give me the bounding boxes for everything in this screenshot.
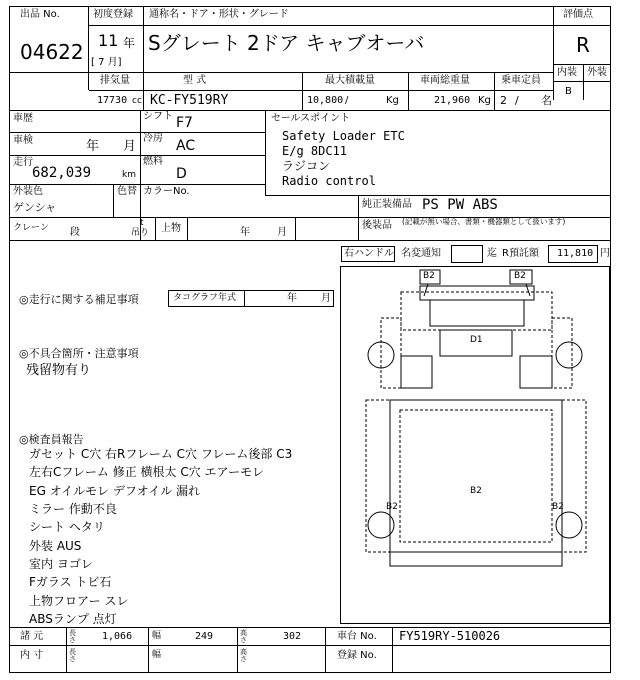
color-change-label: 色替	[117, 186, 137, 197]
grid-line	[265, 195, 611, 196]
grid-line	[88, 6, 89, 90]
grid-line	[494, 72, 495, 110]
grid-line	[113, 184, 114, 217]
factory-equipment-label: 純正装備品	[362, 199, 412, 210]
grid-line	[9, 110, 611, 111]
grid-line	[553, 6, 554, 100]
inspector-line: EG オイルモレ デフオイル 漏れ	[29, 484, 201, 498]
grid-line	[9, 132, 265, 133]
ac-label: 冷房	[143, 133, 163, 144]
grid-line	[9, 627, 611, 628]
factory-equipment-value: PS PW ABS	[422, 197, 498, 213]
inspector-title: ◎検査員報告	[19, 433, 84, 446]
grid-line	[148, 627, 149, 673]
fuel-value: D	[176, 166, 187, 182]
damage-mark: B2	[423, 271, 435, 281]
interior-width-label: 幅	[152, 650, 162, 660]
grid-line	[553, 25, 611, 26]
crane-label: クレーン	[13, 223, 49, 233]
tacho-year-unit: 年	[287, 293, 297, 304]
first-reg-year: 11	[98, 31, 119, 50]
loading-year-unit: 年	[240, 227, 250, 238]
grid-line	[244, 290, 245, 307]
interior-grade: B	[565, 86, 572, 97]
eval-label: 評価点	[563, 9, 593, 20]
defects-title: ◎不具合箇所・注意事項	[19, 347, 139, 360]
mileage-value: 682,039	[32, 165, 92, 181]
dims-label: 諸 元	[20, 631, 44, 642]
eval-score: R	[576, 33, 590, 57]
displacement-unit: cc	[132, 96, 142, 106]
chassis-number: FY519RY-510026	[399, 629, 501, 643]
shift-label: シフト	[143, 111, 173, 122]
exterior-color-value: ゲンシャ	[13, 201, 57, 214]
mileage-change-label: 名変通知	[401, 248, 441, 259]
inspector-line: 室内 ヨゴレ	[29, 557, 93, 571]
aftermarket-label: 後装品	[362, 220, 392, 231]
ditto-label: 迄	[487, 248, 497, 259]
inspector-line: 左右Cフレーム 修正 横根太 C穴 エアーモレ	[29, 465, 265, 479]
r-meter-label: R預託額	[502, 248, 539, 259]
sales-point-line: Safety Loader ETC	[282, 129, 405, 143]
yen-label: 円	[600, 248, 610, 259]
deposit-value: 11,810	[557, 248, 594, 259]
handle-side: 右ハンドル	[344, 248, 394, 259]
grid-line	[9, 645, 611, 646]
height-value: 302	[283, 631, 302, 642]
grid-line	[187, 217, 188, 240]
gross-weight-value: 21,960	[434, 95, 471, 106]
mileage-change-box	[451, 245, 483, 263]
damage-mark: B2	[470, 486, 482, 496]
inspector-line: 上物フロアー スレ	[29, 594, 129, 608]
defect-line: 残留物有り	[26, 363, 92, 378]
model-label: 型 式	[183, 75, 207, 86]
grid-line	[9, 184, 265, 185]
inspector-line: ガセット C穴 右Rフレーム C穴 フレーム後部 C3	[29, 447, 293, 461]
height-label: 高さ	[240, 629, 247, 644]
gross-weight-label: 車両総重量	[420, 75, 470, 86]
displacement-label: 排気量	[100, 75, 130, 86]
color-number-label: カラーNo.	[143, 186, 190, 197]
capacity-label: 乗車定員	[501, 75, 541, 86]
sales-points-title: セールスポイント	[271, 113, 351, 124]
interior-dims-label: 内 寸	[20, 650, 44, 661]
damage-mark: B2	[386, 502, 398, 512]
grid-line	[143, 72, 144, 110]
damage-mark: B2	[552, 502, 564, 512]
max-load-sep: /	[345, 95, 349, 106]
first-reg-month: [ 7 月]	[91, 57, 122, 68]
tacho-month-unit: 月	[321, 293, 331, 304]
crane-lift-bottom: 吊り	[131, 228, 150, 238]
first-reg-label: 初度登録	[93, 9, 133, 20]
grid-line	[88, 25, 553, 26]
lot-label: 出品 No.	[20, 9, 60, 20]
lot-number: 04622	[20, 40, 84, 64]
interior-length-label: 長さ	[69, 648, 76, 663]
max-load-unit: Kg	[386, 95, 399, 106]
first-reg-year-unit: 年	[123, 36, 136, 50]
model-code: KC-FY519RY	[150, 93, 229, 108]
capacity-unit: 名	[541, 94, 552, 107]
grid-line	[553, 81, 611, 82]
width-value: 249	[195, 631, 214, 642]
grid-line	[155, 217, 156, 240]
grid-line	[553, 64, 611, 65]
grid-line	[302, 72, 303, 110]
grid-line	[66, 627, 67, 673]
gross-weight-unit: Kg	[478, 95, 491, 106]
max-load-label: 最大積載量	[325, 75, 375, 86]
length-label: 長さ	[69, 629, 76, 644]
crane-lift-top: t	[140, 218, 144, 228]
tachograph-label: タコグラフ年式	[173, 293, 237, 303]
vehicle-diagram-frame	[340, 266, 610, 624]
grid-line	[295, 217, 296, 240]
grid-line	[143, 6, 144, 72]
aftermarket-note: (記載が無い場合、書類・機器類として扱います)	[402, 217, 566, 226]
exterior-grade-label: 外装	[587, 67, 607, 78]
reg-label: 登録 No.	[337, 650, 377, 661]
inspection-month-unit: 月	[123, 139, 137, 154]
vehicle-name: Sグレート 2ドア キャブオーバ	[148, 31, 425, 55]
inspection-year-unit: 年	[86, 139, 100, 154]
history-label: 車歴	[13, 113, 33, 124]
model-name-label: 通称名・ドア・形状・グレード	[149, 9, 289, 20]
sales-point-line: ラジコン	[282, 159, 331, 173]
inspector-line: シート ヘタリ	[29, 520, 105, 534]
inspector-line: ミラー 作動不良	[29, 502, 117, 516]
interior-height-label: 高さ	[240, 648, 247, 663]
inspector-line: ABSランプ 点灯	[29, 612, 117, 626]
fuel-label: 燃料	[143, 156, 163, 167]
max-load-value: 10,800	[307, 95, 344, 106]
grid-line	[265, 110, 266, 195]
grid-line	[237, 627, 238, 673]
inspector-line: 外装 AUS	[29, 539, 82, 553]
displacement-value: 17730	[97, 95, 128, 106]
driving-notes-title: ◎走行に関する補足事項	[19, 293, 139, 306]
loading-label: 上物	[161, 223, 181, 234]
width-label: 幅	[152, 631, 162, 641]
loading-month-unit: 月	[277, 227, 287, 238]
inspector-line: Fガラス トビ石	[29, 575, 112, 589]
grid-line	[408, 72, 409, 110]
grid-line	[9, 155, 265, 156]
ac-value: AC	[176, 138, 196, 154]
grid-line	[392, 627, 393, 673]
chassis-label: 車台 No.	[337, 631, 377, 642]
sales-point-line: Radio control	[282, 174, 376, 188]
mileage-label: 走行	[13, 157, 33, 168]
capacity-sep: /	[515, 94, 519, 107]
damage-mark: B2	[514, 271, 526, 281]
interior-grade-label: 内装	[557, 67, 577, 78]
grid-line	[89, 90, 553, 91]
grid-line	[9, 240, 611, 241]
crane-stage-unit: 段	[70, 227, 80, 238]
sales-point-line: E/g 8DC11	[282, 144, 348, 158]
length-value: 1,066	[102, 631, 133, 642]
shift-value: F7	[176, 115, 193, 131]
inspection-label: 車検	[13, 135, 33, 146]
exterior-color-label: 外装色	[13, 186, 43, 197]
grid-line	[358, 195, 359, 240]
grid-line	[325, 627, 326, 673]
grid-line	[9, 72, 553, 73]
mileage-unit: km	[122, 170, 136, 180]
capacity-value: 2	[500, 94, 507, 107]
grid-line	[583, 64, 584, 100]
damage-mark: D1	[470, 335, 483, 345]
